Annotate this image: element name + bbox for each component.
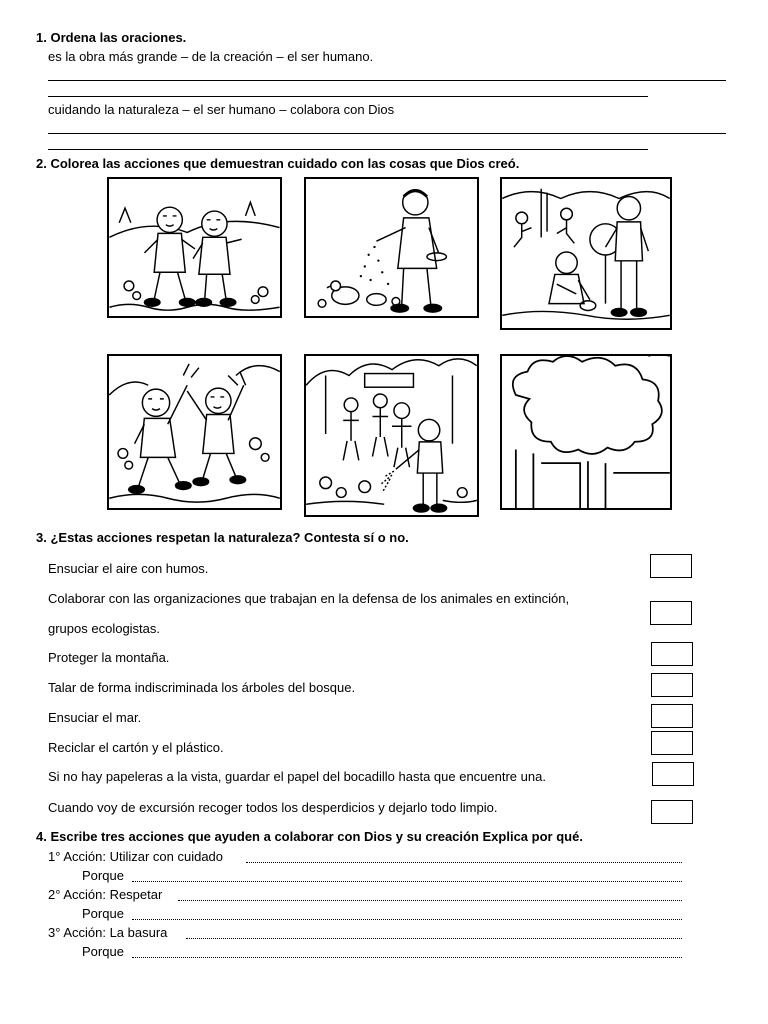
q1-sentence-1: es la obra más grande – de la creación – el ser humano. (48, 49, 374, 64)
q3-item-5: Ensuciar el mar. (48, 710, 142, 725)
watering-plants-drawing (306, 356, 477, 515)
q1-heading: 1. Ordena las oraciones. (36, 30, 187, 45)
q3-item-8: Cuando voy de excursión recoger todos los desperdicios y dejarlo todo limpio. (48, 800, 498, 815)
answer-line[interactable] (48, 133, 726, 134)
answer-dotted-line[interactable] (246, 862, 682, 863)
answer-line[interactable] (48, 96, 648, 97)
q3-item-6: Reciclar el cartón y el plástico. (48, 740, 224, 755)
kids-running-drawing (109, 356, 280, 508)
answer-dotted-line[interactable] (186, 938, 682, 939)
q2-heading: 2. Colorea las acciones que demuestran cuidado con las cosas que Dios creó. (36, 156, 520, 171)
answer-box-5[interactable] (651, 704, 693, 728)
picture-watering-plants[interactable] (304, 354, 479, 517)
answer-box-4[interactable] (651, 673, 693, 697)
picture-factory-smoke[interactable] (500, 354, 672, 510)
planting-trees-drawing (502, 179, 670, 328)
answer-dotted-line[interactable] (178, 900, 682, 901)
answer-dotted-line[interactable] (132, 919, 682, 920)
q3-item-1: Ensuciar el aire con humos. (48, 561, 209, 576)
answer-box-7[interactable] (652, 762, 694, 786)
q4-because-1-label: Porque (82, 868, 124, 883)
picture-feeding-chickens[interactable] (304, 177, 479, 318)
answer-box-3[interactable] (651, 642, 693, 666)
q4-because-2-label: Porque (82, 906, 124, 921)
q4-action-1-label: 1° Acción: Utilizar con cuidado (48, 849, 224, 864)
q4-action-3-label: 3° Acción: La basura (48, 925, 168, 940)
answer-box-2[interactable] (650, 601, 692, 625)
q3-item-7: Si no hay papeleras a la vista, guardar el papel del bocadillo hasta que encuentre una. (48, 769, 546, 784)
picture-planting-trees[interactable] (500, 177, 672, 330)
answer-dotted-line[interactable] (132, 881, 682, 882)
feeding-chickens-drawing (306, 179, 477, 316)
q4-because-3-label: Porque (82, 944, 124, 959)
q3-item-3: Proteger la montaña. (48, 650, 170, 665)
picture-kids-running[interactable] (107, 354, 282, 510)
answer-box-8[interactable] (651, 800, 693, 824)
q3-item-4: Talar de forma indiscriminada los árboles del bosque. (48, 680, 356, 695)
q3-item-2: Colaborar con las organizaciones que trabajan en la defensa de los animales en extinción, (48, 591, 570, 606)
factory-smoke-drawing (502, 356, 670, 508)
answer-box-1[interactable] (650, 554, 692, 578)
q3-heading: 3. ¿Estas acciones respetan la naturaleza? Contesta sí o no. (36, 530, 409, 545)
picture-kids-walking[interactable] (107, 177, 282, 318)
answer-line[interactable] (48, 80, 726, 81)
q4-heading: 4. Escribe tres acciones que ayuden a colaborar con Dios y su creación Explica por qué. (36, 829, 583, 844)
answer-box-6[interactable] (651, 731, 693, 755)
kids-walking-drawing (109, 179, 280, 316)
q3-item-2-continued: grupos ecologistas. (48, 621, 161, 636)
q4-action-2-label: 2° Acción: Respetar (48, 887, 163, 902)
answer-line[interactable] (48, 149, 648, 150)
answer-dotted-line[interactable] (132, 957, 682, 958)
q1-sentence-2: cuidando la naturaleza – el ser humano – colabora con Dios (48, 102, 395, 117)
